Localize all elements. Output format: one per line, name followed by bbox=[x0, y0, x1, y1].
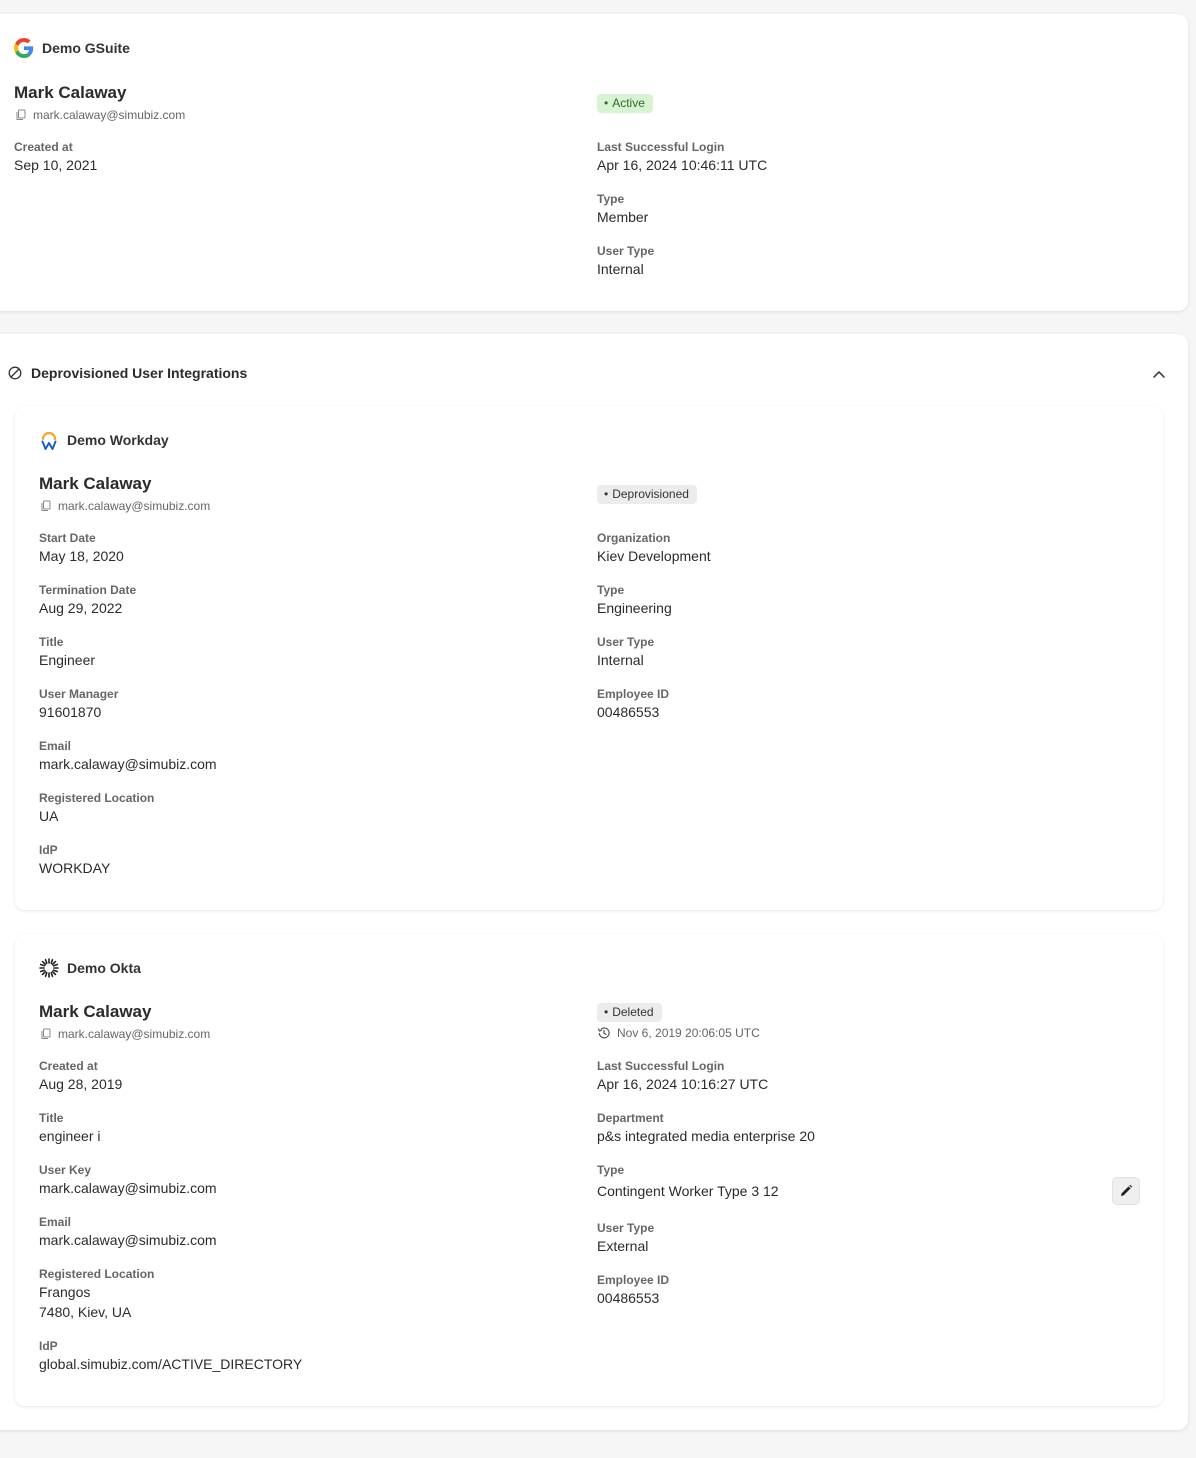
user-email-row bbox=[40, 1027, 210, 1041]
field-value: 91601870 bbox=[39, 704, 102, 720]
field-value: Internal bbox=[597, 261, 644, 277]
field-value: 00486553 bbox=[597, 1290, 660, 1306]
field-label: Type bbox=[597, 192, 625, 206]
user-email-row bbox=[40, 499, 210, 513]
field-label: Title bbox=[39, 1111, 64, 1125]
integration-title: Demo Workday bbox=[67, 432, 169, 448]
field-label: Employee ID bbox=[597, 1273, 670, 1287]
field-label: Start Date bbox=[39, 531, 96, 545]
field-value: Internal bbox=[597, 652, 644, 668]
field-label: IdP bbox=[39, 843, 58, 857]
field-value-line1: Frangos bbox=[39, 1284, 91, 1300]
section-header[interactable] bbox=[8, 365, 247, 381]
field-label: Type bbox=[597, 1163, 625, 1177]
field-label: Termination Date bbox=[39, 583, 137, 597]
field-value: May 18, 2020 bbox=[39, 548, 124, 564]
field-value: UA bbox=[39, 808, 59, 824]
field-label: User Manager bbox=[39, 687, 119, 701]
history-icon bbox=[597, 1026, 611, 1040]
user-email-row bbox=[15, 108, 185, 122]
gsuite-card bbox=[0, 14, 1188, 311]
field-label: Last Successful Login bbox=[597, 1059, 725, 1073]
status-badge: • Deprovisioned bbox=[597, 485, 697, 504]
chevron-up-icon[interactable] bbox=[1151, 367, 1167, 381]
field-value: Aug 29, 2022 bbox=[39, 600, 123, 616]
field-value: Aug 28, 2019 bbox=[39, 1076, 123, 1092]
field-value: global.simubiz.com/ACTIVE_DIRECTORY bbox=[39, 1356, 303, 1372]
field-label: User Key bbox=[39, 1163, 92, 1177]
okta-logo-icon bbox=[39, 958, 59, 978]
status-timestamp-row bbox=[597, 1026, 760, 1040]
field-label: User Type bbox=[597, 1221, 655, 1235]
field-value: Kiev Development bbox=[597, 548, 711, 564]
field-value: Sep 10, 2021 bbox=[14, 157, 98, 173]
field-value: mark.calaway@simubiz.com bbox=[39, 1232, 217, 1248]
field-label: Organization bbox=[597, 531, 671, 545]
field-value: Contingent Worker Type 3 12 bbox=[597, 1183, 779, 1199]
field-label: Email bbox=[39, 1215, 72, 1229]
status-timestamp: Nov 6, 2019 20:06:05 UTC bbox=[617, 1026, 760, 1040]
okta-card bbox=[15, 934, 1163, 1406]
status-container bbox=[597, 94, 653, 113]
field-value-line2: 7480, Kiev, UA bbox=[39, 1304, 132, 1320]
field-label: User Type bbox=[597, 244, 655, 258]
field-label: Type bbox=[597, 583, 625, 597]
status-badge: • Active bbox=[597, 94, 653, 113]
status-container bbox=[597, 485, 697, 504]
block-icon bbox=[8, 366, 22, 380]
field-label: Registered Location bbox=[39, 791, 155, 805]
field-value: p&s integrated media enterprise 20 bbox=[597, 1128, 815, 1144]
field-label: Registered Location bbox=[39, 1267, 155, 1281]
field-value: 00486553 bbox=[597, 704, 660, 720]
copy-icon[interactable] bbox=[40, 1028, 52, 1040]
field-label: Created at bbox=[39, 1059, 98, 1073]
user-email: mark.calaway@simubiz.com bbox=[58, 1027, 211, 1041]
okta-header bbox=[39, 958, 141, 978]
workday-header bbox=[39, 430, 169, 450]
copy-icon[interactable] bbox=[40, 500, 52, 512]
field-value: External bbox=[597, 1238, 649, 1254]
integration-title: Demo Okta bbox=[67, 960, 141, 976]
field-label: Department bbox=[597, 1111, 664, 1125]
copy-icon[interactable] bbox=[15, 109, 27, 121]
pencil-icon bbox=[1119, 1184, 1133, 1198]
workday-card bbox=[15, 406, 1163, 910]
gsuite-header bbox=[14, 38, 130, 58]
field-label: IdP bbox=[39, 1339, 58, 1353]
integration-title: Demo GSuite bbox=[42, 40, 130, 56]
field-value: mark.calaway@simubiz.com bbox=[39, 756, 217, 772]
status-badge: • Deleted bbox=[597, 1003, 662, 1022]
google-logo-icon bbox=[14, 38, 34, 58]
user-email: mark.calaway@simubiz.com bbox=[58, 499, 211, 513]
status-container bbox=[597, 1003, 662, 1022]
section-title: Deprovisioned User Integrations bbox=[31, 365, 248, 381]
field-value: Engineer bbox=[39, 652, 96, 668]
user-email: mark.calaway@simubiz.com bbox=[33, 108, 186, 122]
field-value: engineer i bbox=[39, 1128, 101, 1144]
field-label: Last Successful Login bbox=[597, 140, 725, 154]
field-value: Engineering bbox=[597, 600, 672, 616]
field-value: Apr 16, 2024 10:46:11 UTC bbox=[597, 157, 768, 173]
user-name: Mark Calaway bbox=[39, 474, 152, 493]
field-value: Member bbox=[597, 209, 649, 225]
field-value: mark.calaway@simubiz.com bbox=[39, 1180, 217, 1196]
field-label: Email bbox=[39, 739, 72, 753]
field-label: User Type bbox=[597, 635, 655, 649]
field-label: Created at bbox=[14, 140, 73, 154]
edit-type-button[interactable] bbox=[1112, 1177, 1140, 1205]
field-value: Apr 16, 2024 10:16:27 UTC bbox=[597, 1076, 769, 1092]
field-label: Employee ID bbox=[597, 687, 670, 701]
user-name: Mark Calaway bbox=[14, 83, 127, 102]
field-value: WORKDAY bbox=[39, 860, 111, 876]
field-label: Title bbox=[39, 635, 64, 649]
workday-logo-icon bbox=[39, 430, 59, 450]
user-name: Mark Calaway bbox=[39, 1002, 152, 1021]
